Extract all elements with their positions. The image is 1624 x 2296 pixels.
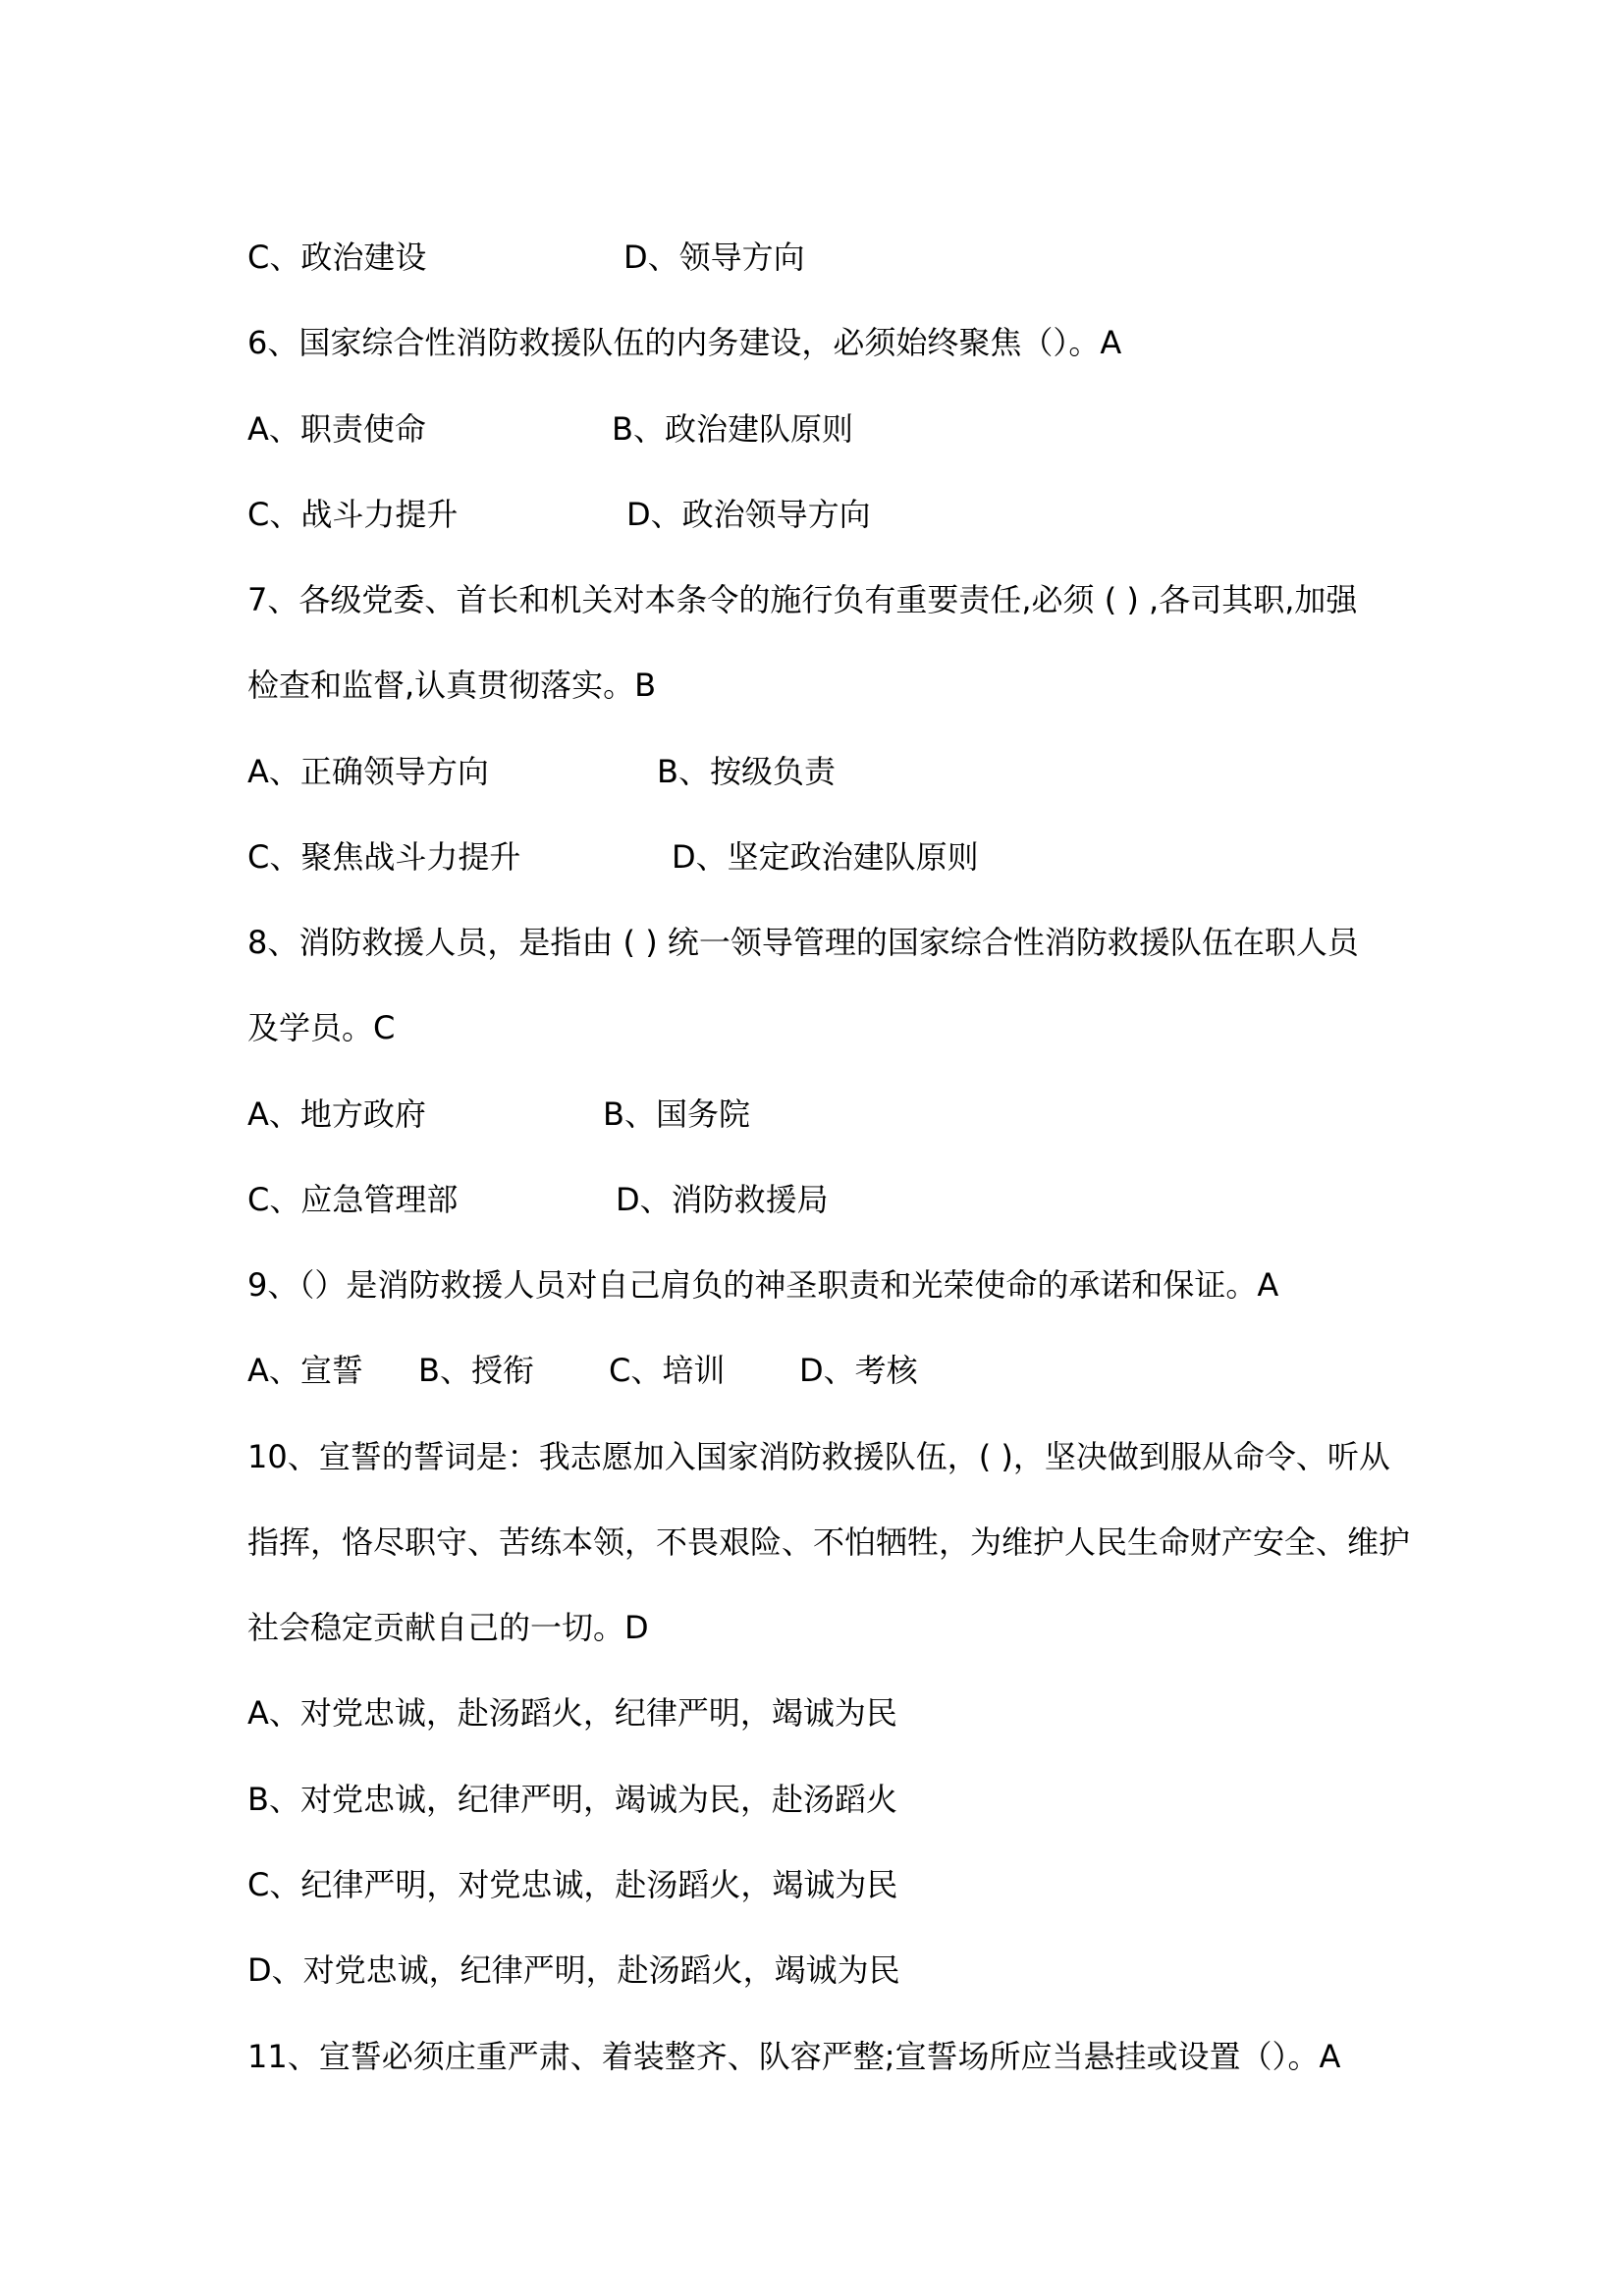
option-d: D、对党忠诚，纪律严明，赴汤蹈火，竭诚为民 (247, 1951, 900, 1989)
option-a: A、地方政府 (247, 1095, 426, 1133)
option-a: A、职责使命 (247, 410, 426, 448)
question-10: 10、宣誓的誓词是：我志愿加入国家消防救援队伍，( )，坚决做到服从命令、听从 (247, 1438, 1390, 1475)
question-11: 11、宣誓必须庄重严肃、着装整齐、队容严整;宣誓场所应当悬挂或设置（）。A (247, 2038, 1341, 2075)
option-d: D、考核 (799, 1352, 918, 1389)
option-c: C、应急管理部 (247, 1181, 459, 1218)
question-6: 6、国家综合性消防救援队伍的内务建设，必须始终聚焦（）。A (247, 324, 1122, 361)
question-8: 8、消防救援人员，是指由 ( ) 统一领导管理的国家综合性消防救援队伍在职人员 (247, 924, 1359, 961)
option-c: C、聚焦战斗力提升 (247, 838, 521, 876)
option-a: A、对党忠诚，赴汤蹈火，纪律严明，竭诚为民 (247, 1694, 897, 1732)
option-c: C、纪律严明，对党忠诚，赴汤蹈火，竭诚为民 (247, 1866, 898, 1903)
question-10-cont: 社会稳定贡献自己的一切。D (247, 1609, 649, 1646)
option-b: B、对党忠诚，纪律严明，竭诚为民，赴汤蹈火 (247, 1781, 897, 1818)
question-7: 7、各级党委、首长和机关对本条令的施行负有重要责任,必须 ( ) ,各司其职,加强 (247, 581, 1358, 618)
option-a: A、宣誓 (247, 1352, 363, 1389)
option-b: B、按级负责 (657, 753, 836, 790)
question-8-cont: 及学员。C (247, 1009, 396, 1046)
option-b: B、国务院 (603, 1095, 750, 1133)
option-c: C、战斗力提升 (247, 496, 459, 533)
option-b: B、授衔 (418, 1352, 534, 1389)
option-b: B、政治建队原则 (612, 410, 853, 448)
option-d: D、消防救援局 (616, 1181, 829, 1218)
option-d: D、政治领导方向 (626, 496, 871, 533)
option-a: A、正确领导方向 (247, 753, 489, 790)
question-9: 9、（）是消防救援人员对自己肩负的神圣职责和光荣使命的承诺和保证。A (247, 1266, 1279, 1304)
question-10-cont: 指挥，恪尽职守、苦练本领，不畏艰险、不怕牺牲，为维护人民生命财产安全、维护 (247, 1523, 1411, 1561)
option-c: C、培训 (609, 1352, 726, 1389)
option-c: C、政治建设 (247, 239, 427, 276)
question-7-cont: 检查和监督,认真贯彻落实。B (247, 667, 657, 704)
option-d: D、坚定政治建队原则 (672, 838, 979, 876)
option-d: D、领导方向 (623, 239, 805, 276)
